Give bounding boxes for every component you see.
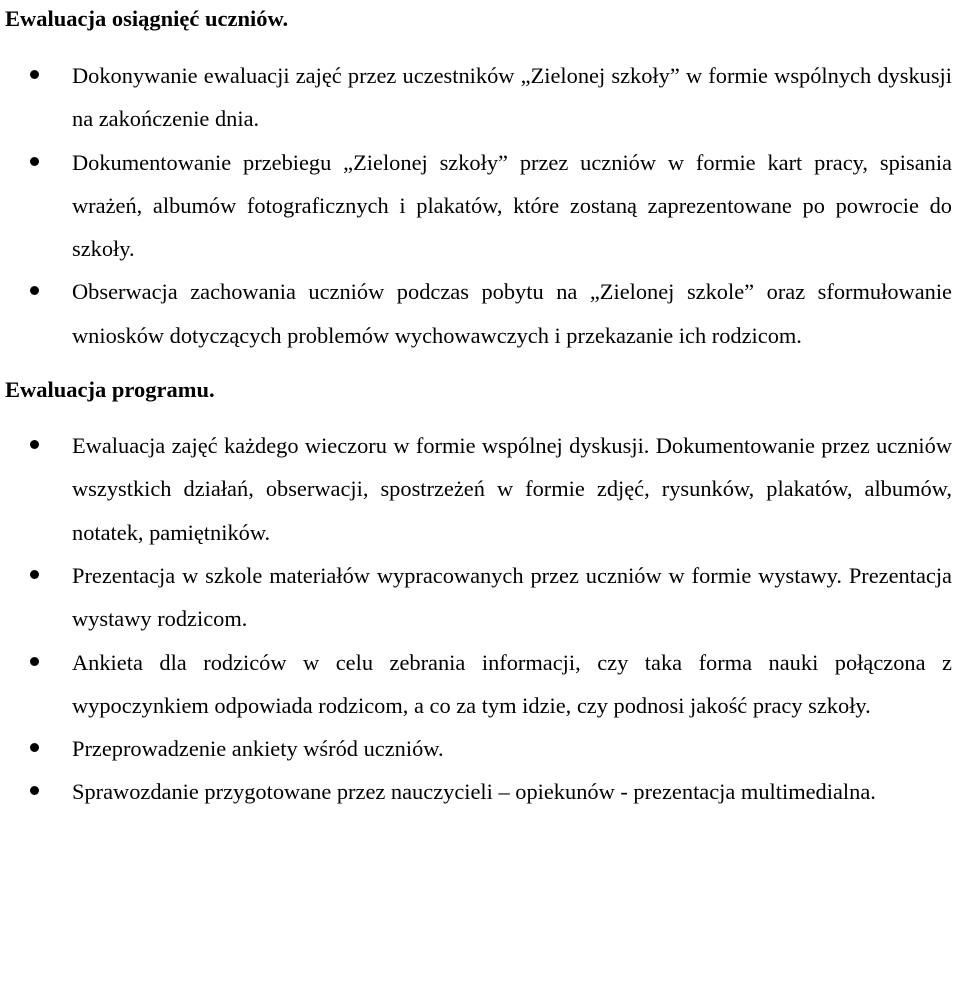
bullet-icon: [30, 786, 39, 795]
bullet-icon: [30, 657, 39, 666]
list-item: [0, 554, 956, 641]
list-item: [0, 727, 956, 770]
bullet-icon: [30, 157, 39, 166]
list-item-text: Sprawozdanie przygotowane przez nauczycieli – opiekunów - prezentacja multimedialna.: [72, 779, 876, 805]
list-item-text: Ewaluacja zajęć każdego wieczoru w formie wspólnej dyskusji. Dokumentowanie przez uczniów wszystkich działań, obserwacji, spostrzeżeń w formie zdjęć, rysunków, plakatów, albumów, notatek, pamiętników.: [72, 433, 952, 545]
list-item-text: Obserwacja zachowania uczniów podczas pobytu na „Zielonej szkole” oraz sformułowanie wniosków dotyczących problemów wychowawczych i przekazanie ich rodzicom.: [72, 279, 952, 348]
bullet-icon: [30, 570, 39, 579]
list-item: [0, 270, 956, 357]
bullet-icon: [30, 286, 39, 295]
list-item: [0, 641, 956, 728]
list-item: [0, 54, 956, 141]
bullet-icon: [30, 70, 39, 79]
list-item: [0, 770, 956, 813]
list-item-text: Przeprowadzenie ankiety wśród uczniów.: [72, 736, 444, 762]
section-heading-program-evaluation: Ewaluacja programu.: [5, 377, 215, 403]
program-evaluation-list: [0, 424, 956, 814]
section-heading-student-evaluation: Ewaluacja osiągnięć uczniów.: [5, 6, 289, 31]
bullet-icon: [30, 440, 39, 449]
bullet-icon: [30, 743, 39, 752]
list-item-text: Dokumentowanie przebiegu „Zielonej szkoły” przez uczniów w formie kart pracy, spisania wrażeń, albumów fotograficznych i plakatów, które zostaną zaprezentowane po powrocie do szkoły.: [72, 149, 952, 262]
list-item-text: Prezentacja w szkole materiałów wypracowanych przez uczniów w formie wystawy. Prezentacja wystawy rodzicom.: [72, 562, 952, 632]
list-item: [0, 141, 956, 271]
list-item-text: Ankieta dla rodziców w celu zebrania informacji, czy taka forma nauki połączona z wypoczynkiem odpowiada rodzicom, a co za tym idzie, czy podnosi jakość pracy szkoły.: [72, 649, 952, 718]
list-item: [0, 424, 956, 554]
student-evaluation-list: [0, 54, 956, 357]
list-item-text: Dokonywanie ewaluacji zajęć przez uczestników „Zielonej szkoły” w formie wspólnych dyskusji na zakończenie dnia.: [72, 63, 952, 132]
